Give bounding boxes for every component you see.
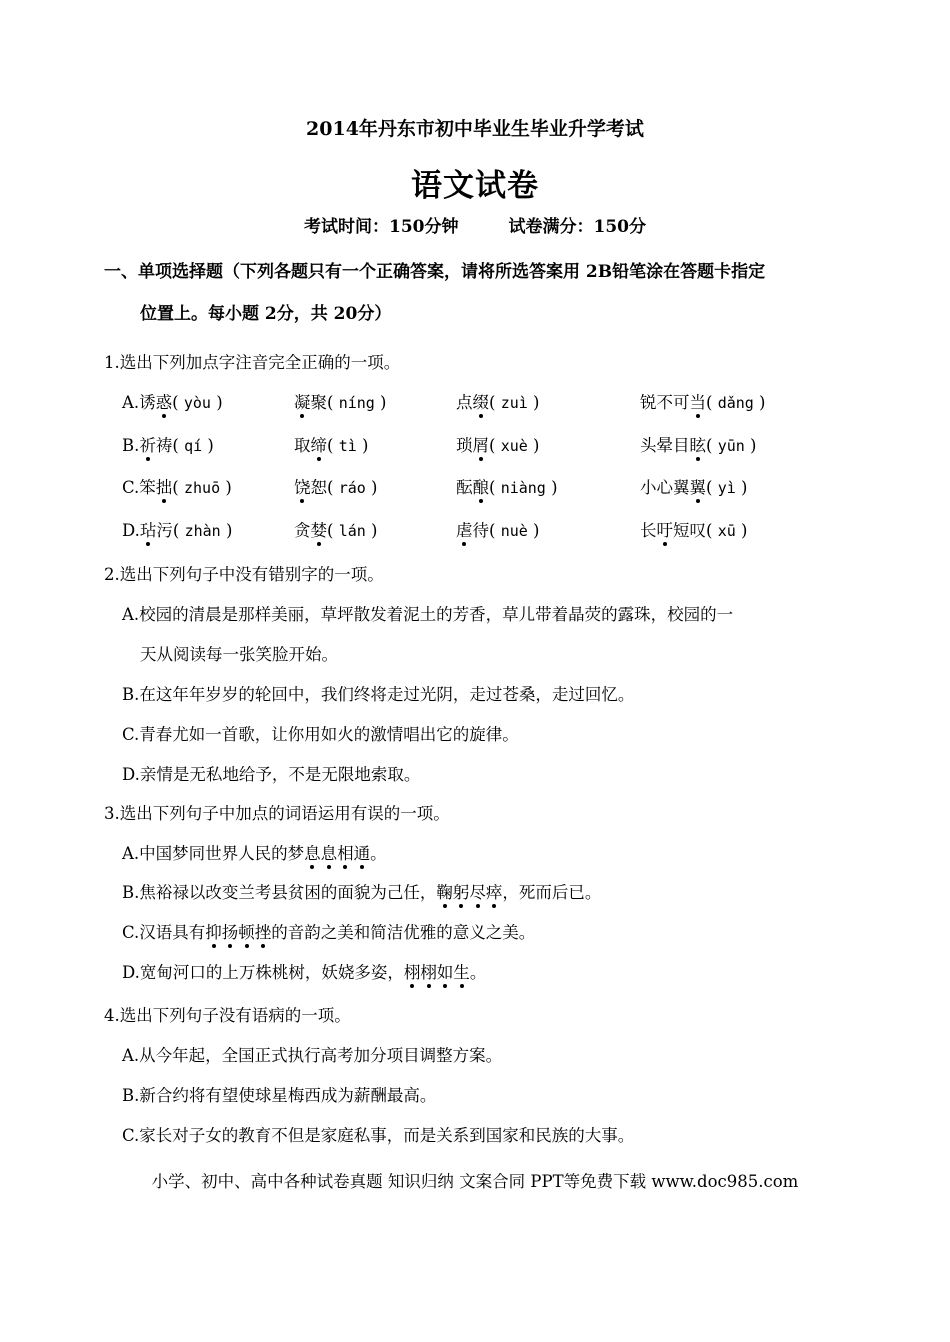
q4-option-b: B.新合约将有望使球星梅西成为薪酬最高。 <box>122 1086 437 1105</box>
pinyin: yì <box>717 479 736 497</box>
full-score: 试卷满分：150分 <box>508 217 646 237</box>
q4-stem: 4.选出下列句子没有语病的一项。 <box>104 1006 351 1025</box>
q1-stem: 1.选出下列加点字注音完全正确的一项。 <box>104 353 401 372</box>
q1-option-1-3: 点缀( zuì ) <box>456 389 539 413</box>
pinyin: zuì <box>500 394 528 412</box>
q1-option-2-1: B.祈祷( qí ) <box>122 432 214 456</box>
q1-option-3-3: 酝酿( niàng ) <box>456 474 558 498</box>
pinyin: dǎng <box>717 394 754 412</box>
q1-option-4-3: 虐待( nuè ) <box>456 517 539 541</box>
exam-meta <box>0 212 950 237</box>
pinyin: qí <box>184 437 203 455</box>
pinyin: ráo <box>338 479 366 497</box>
q3-c-emphasized: 抑扬顿挫 <box>205 923 271 942</box>
pinyin: niàng <box>500 479 546 497</box>
q3-d-emphasized: 栩栩如生 <box>404 963 470 982</box>
q3-a-emphasized: 息息相通 <box>304 844 370 863</box>
pinyin: zhàn <box>184 522 221 540</box>
section-heading-line1: 一、单项选择题（下列各题只有一个正确答案，请将所选答案用 2B铅笔涂在答题卡指定 <box>104 262 766 282</box>
exam-time: 考试时间：150分钟 <box>304 217 459 237</box>
pinyin: tì <box>338 437 357 455</box>
q2-option-a-line1: A.校园的清晨是那样美丽，草坪散发着泥土的芳香，草儿带着晶荧的露珠，校园的一 <box>122 605 734 624</box>
q1-option-1-4: 锐不可当( dǎng ) <box>640 389 766 413</box>
pinyin: xū <box>717 522 736 540</box>
q4-option-c: C.家长对子女的教育不但是家庭私事，而是关系到国家和民族的大事。 <box>122 1126 635 1145</box>
q1-option-1-1: A.诱惑( yòu ) <box>122 389 223 413</box>
q3-option-c: C.汉语具有抑扬顿挫的音韵之美和简洁优雅的意义之美。 <box>122 919 535 943</box>
q1-option-1-2: 凝聚( níng ) <box>294 389 387 413</box>
pinyin: zhuō <box>183 479 221 497</box>
exam-title: 2014年丹东市初中毕业生毕业升学考试 <box>306 118 644 140</box>
q2-option-a-line2: 天从阅读每一张笑脸开始。 <box>140 645 338 664</box>
q1-option-2-2: 取缔( tì ) <box>294 432 368 456</box>
q3-stem: 3.选出下列句子中加点的词语运用有误的一项。 <box>104 804 450 823</box>
pinyin: yòu <box>183 394 211 412</box>
q1-option-4-4: 长吁短叹( xū ) <box>640 517 747 541</box>
q1-option-3-4: 小心翼翼( yì ) <box>640 474 747 498</box>
pinyin: xuè <box>500 437 528 455</box>
q1-option-2-3: 琐屑( xuè ) <box>456 432 539 456</box>
q3-option-b: B.焦裕禄以改变兰考县贫困的面貌为己任，鞠躬尽瘁，死而后已。 <box>122 879 601 903</box>
q2-option-c: C.青春尤如一首歌，让你用如火的激情唱出它的旋律。 <box>122 725 519 744</box>
q1-option-4-2: 贪婪( lán ) <box>294 517 377 541</box>
q1-option-3-2: 饶恕( ráo ) <box>294 474 377 498</box>
q2-option-b: B.在这年年岁岁的轮回中，我们终将走过光阴，走过苍桑，走过回忆。 <box>122 685 635 704</box>
pinyin: yūn <box>717 437 745 455</box>
q1-option-2-4: 头晕目眩( yūn ) <box>640 432 756 456</box>
q3-option-a: A.中国梦同世界人民的梦息息相通。 <box>122 840 387 864</box>
q1-option-4-1: D.玷污( zhàn ) <box>122 517 232 541</box>
q1-option-3-1: C.笨拙( zhuō ) <box>122 474 232 498</box>
section-heading-line2: 位置上。每小题 2分，共 20分） <box>140 304 392 324</box>
q4-option-a: A.从今年起，全国正式执行高考加分项目调整方案。 <box>122 1046 503 1065</box>
pinyin: nuè <box>500 522 528 540</box>
q3-option-d: D.宽甸河口的上万株桃树，妖娆多姿，栩栩如生。 <box>122 959 486 983</box>
q2-stem: 2.选出下列句子中没有错别字的一项。 <box>104 565 384 584</box>
subject-title: 语文试卷 <box>411 168 539 204</box>
footer-ad: 小学、初中、高中各种试卷真题 知识归纳 文案合同 PPT等免费下载 www.doc985.com <box>151 1172 799 1191</box>
pinyin: níng <box>338 394 375 412</box>
q2-option-d: D.亲情是无私地给予，不是无限地索取。 <box>122 765 421 784</box>
q3-b-emphasized: 鞠躬尽瘁 <box>436 883 502 902</box>
pinyin: lán <box>338 522 366 540</box>
